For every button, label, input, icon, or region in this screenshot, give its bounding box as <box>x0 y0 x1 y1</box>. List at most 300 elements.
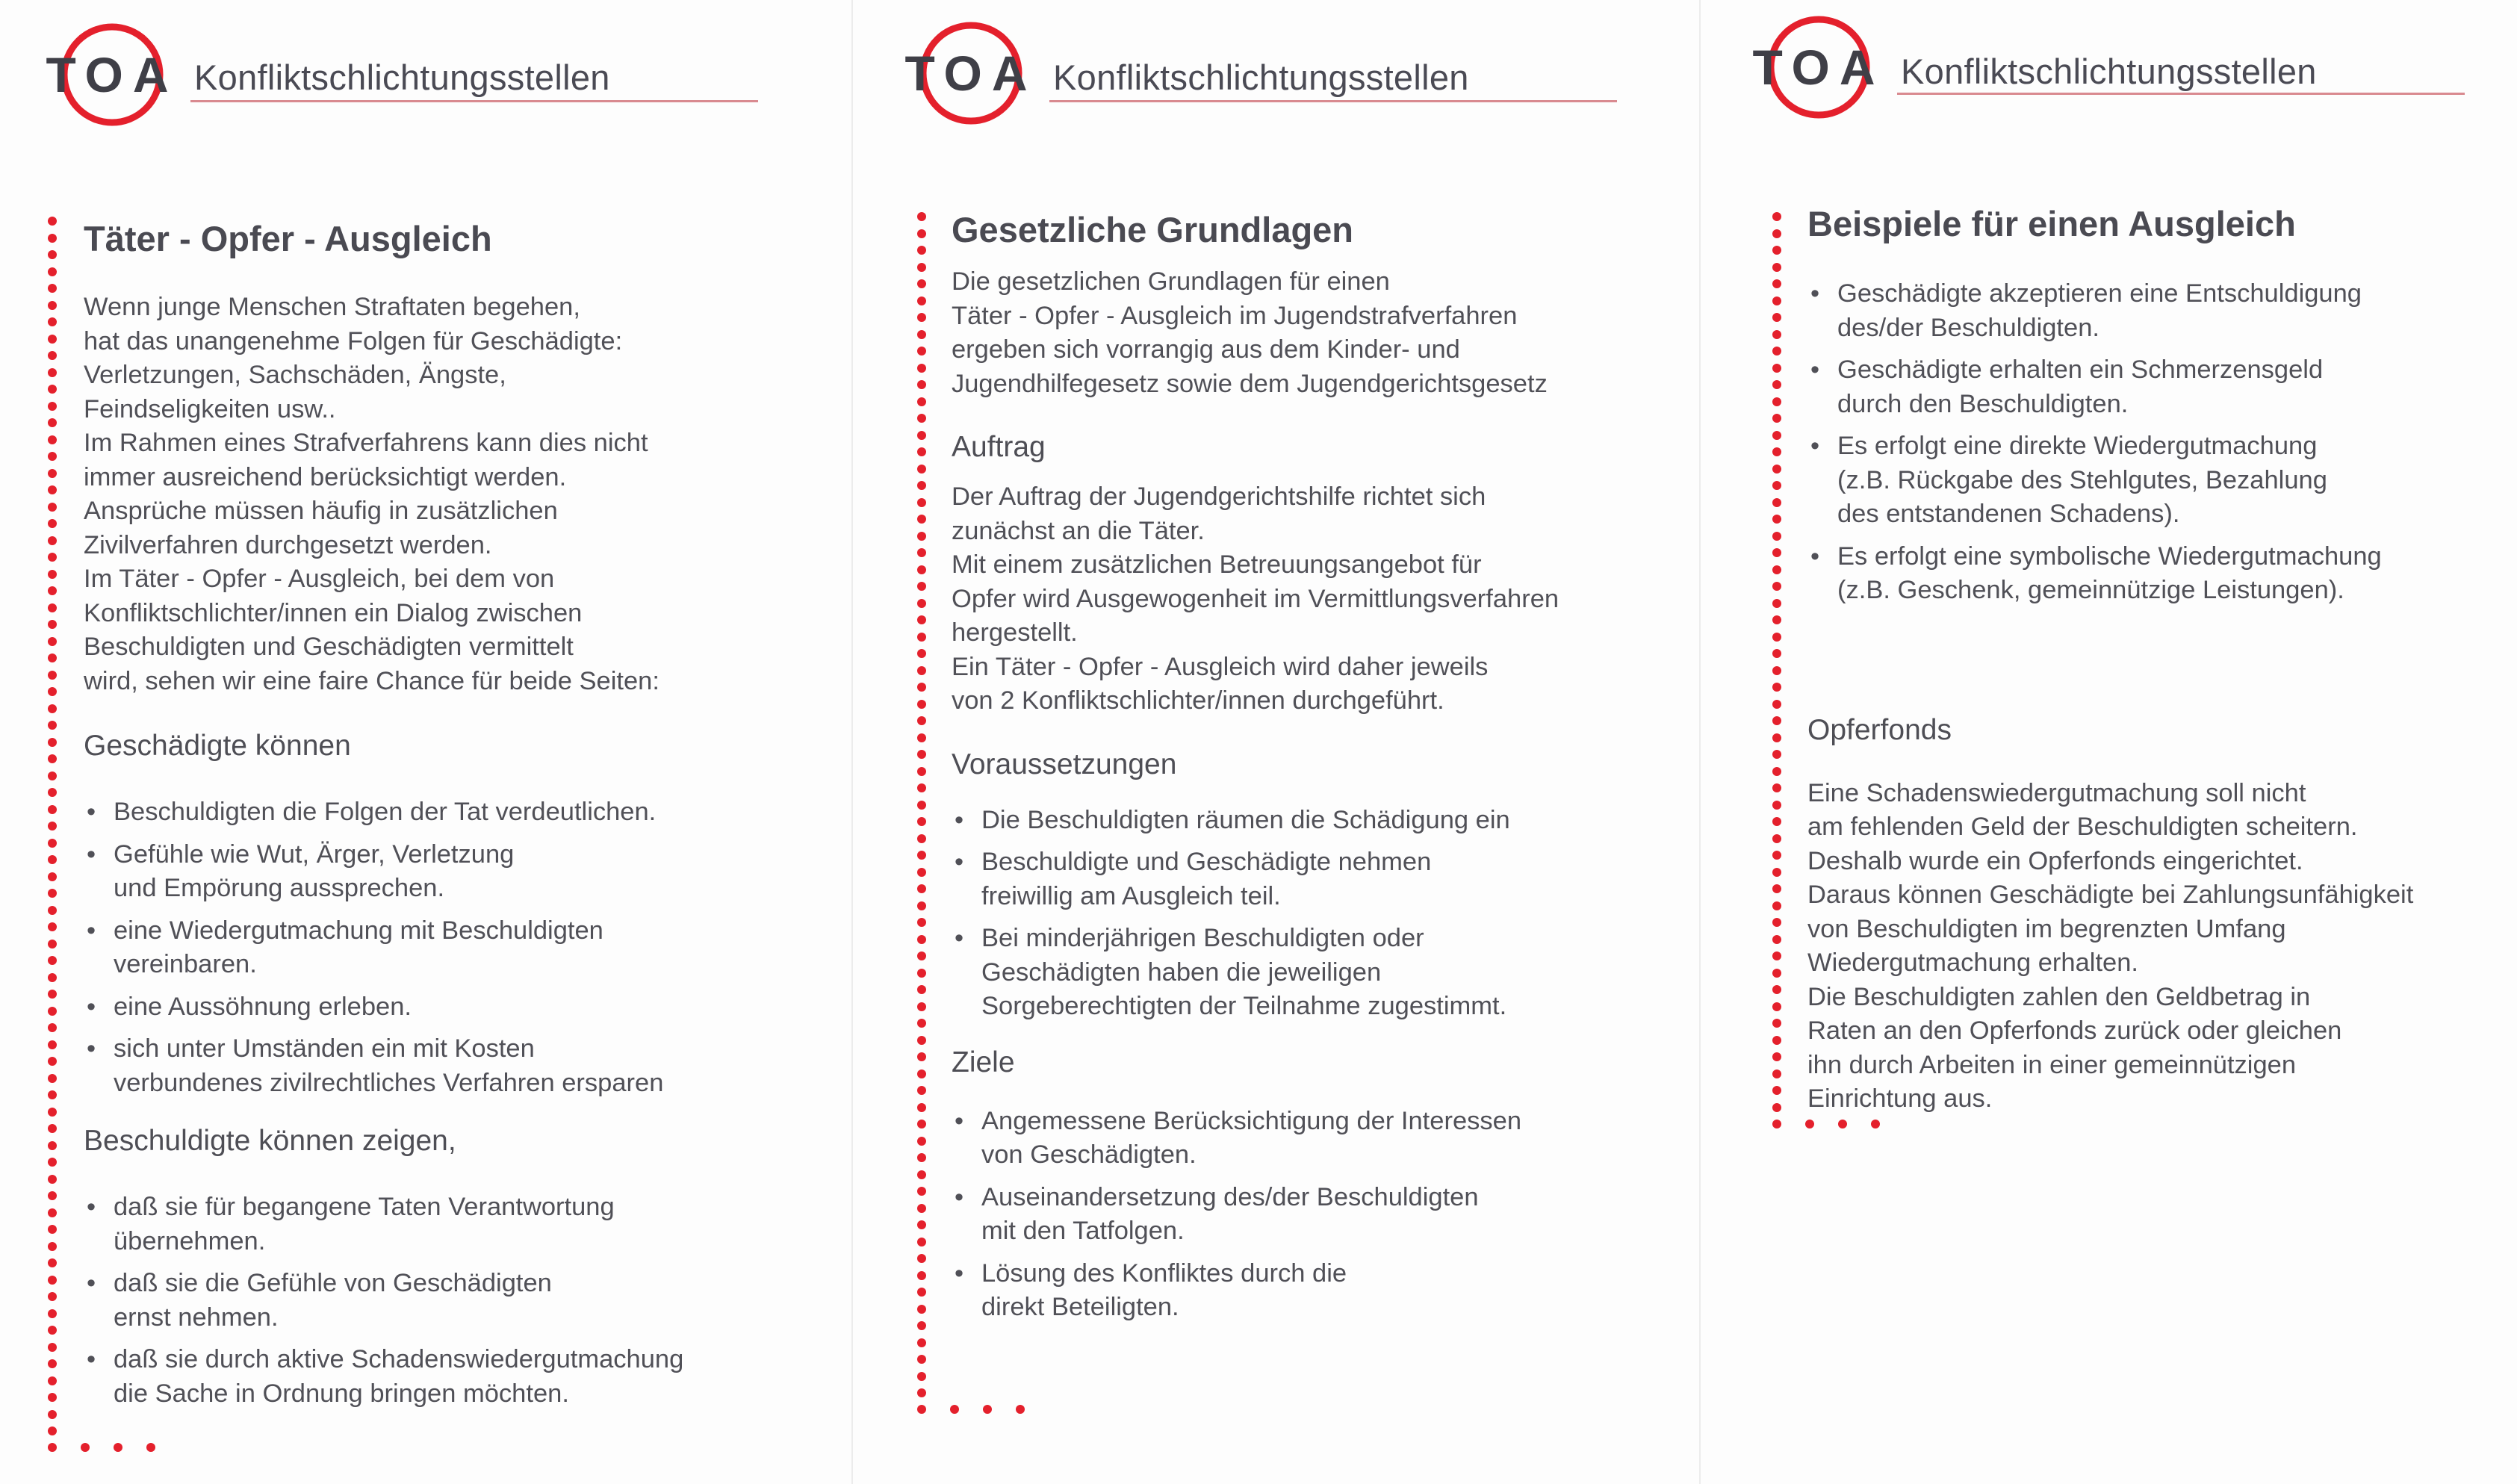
voraussetzungen-heading: Voraussetzungen <box>952 748 1177 780</box>
border-dot <box>1772 884 1781 893</box>
border-dot <box>48 553 57 562</box>
border-dot <box>48 351 57 360</box>
border-dot <box>48 973 57 982</box>
border-dot <box>1772 498 1781 507</box>
list-item <box>952 1257 1683 1325</box>
border-dot <box>917 700 926 709</box>
list-item <box>952 845 1683 913</box>
header-rule <box>1049 100 1617 102</box>
border-dot <box>48 385 57 394</box>
examples-list <box>1807 277 2510 608</box>
text-line: Konfliktschlichter/innen ein Dialog zwischen <box>84 598 583 627</box>
text-line: Im Rahmen eines Strafverfahrens kann dies nicht <box>84 429 648 457</box>
panel-taeter-opfer-ausgleich <box>0 0 837 1484</box>
text-line: Mit einem zusätzlichen Betreuungsangebot für <box>952 550 1482 579</box>
border-dot <box>48 1343 57 1352</box>
border-dot <box>917 1388 926 1397</box>
border-dot <box>917 313 926 322</box>
border-dot <box>917 279 926 288</box>
border-dot <box>917 969 926 978</box>
border-dot <box>48 267 57 276</box>
list-item-line: • Geschädigte akzeptieren eine Entschuldigung <box>1837 279 2362 308</box>
border-dot <box>1772 951 1781 960</box>
border-dot <box>917 1271 926 1280</box>
border-dot <box>917 750 926 759</box>
border-dot <box>48 772 57 780</box>
list-item-line: • Beschuldigten die Folgen der Tat verdeutlichen. <box>114 798 657 826</box>
border-dot <box>48 1359 57 1368</box>
border-dot <box>917 1254 926 1263</box>
border-dot <box>1772 817 1781 826</box>
border-dot <box>917 834 926 843</box>
svg-text:TOA: TOA <box>46 47 179 102</box>
border-dot <box>48 1393 57 1402</box>
border-dot <box>917 414 926 423</box>
border-dot <box>48 637 57 646</box>
border-dot <box>48 402 57 411</box>
list-item-line: • daß sie die Gefühle von Geschädigten <box>114 1269 552 1297</box>
border-dot <box>1772 481 1781 490</box>
panel-content <box>84 218 816 1419</box>
header-title: Konfliktschlichtungsstellen <box>194 58 610 97</box>
border-dot <box>917 1355 926 1364</box>
text-line: Die Beschuldigten zahlen den Geldbetrag in <box>1807 982 2311 1011</box>
border-dot <box>48 1376 57 1385</box>
border-dot <box>1772 582 1781 591</box>
border-dot <box>1772 414 1781 423</box>
text-line: hergestellt. <box>952 618 1078 647</box>
border-dot <box>48 1175 57 1184</box>
border-dot <box>48 1108 57 1117</box>
border-dot <box>917 767 926 776</box>
border-dot <box>917 1238 926 1247</box>
border-dot <box>917 1086 926 1095</box>
border-dot <box>1772 1103 1781 1112</box>
border-dot <box>48 536 57 545</box>
border-dot <box>917 465 926 474</box>
border-dot <box>48 956 57 965</box>
border-dot <box>1772 935 1781 944</box>
border-dot <box>917 481 926 490</box>
voraussetzungen-list <box>952 804 1683 1024</box>
border-dot <box>1772 212 1781 221</box>
border-dot <box>917 935 926 944</box>
panel-header <box>1748 15 2480 127</box>
text-line: Ein Täter - Opfer - Ausgleich wird daher jeweils <box>952 652 1489 681</box>
text-line: wird, sehen wir eine faire Chance für beide Seiten: <box>84 666 659 695</box>
border-dot <box>48 1007 57 1016</box>
border-dot <box>48 738 57 747</box>
border-dot <box>1772 750 1781 759</box>
border-dot <box>48 721 57 730</box>
border-dot <box>48 503 57 512</box>
list-item-line: • Beschuldigte und Geschädigte nehmen <box>981 848 1432 876</box>
border-dot <box>917 1220 926 1229</box>
text-line: ihn durch Arbeiten in einer gemeinnützigen <box>1807 1050 2297 1079</box>
intro-text <box>84 291 816 698</box>
header-title: Konfliktschlichtungsstellen <box>1901 52 2317 91</box>
list-item-line: ernst nehmen. <box>114 1303 279 1332</box>
border-dot <box>1772 1036 1781 1045</box>
border-dot <box>917 364 926 373</box>
border-dot <box>48 1023 57 1032</box>
list-item <box>1807 429 2510 532</box>
border-dot <box>917 1288 926 1297</box>
border-dot <box>917 884 926 893</box>
list-item-line: Sorgeberechtigten der Teilnahme zugestimmt. <box>981 992 1507 1020</box>
border-dot <box>48 586 57 595</box>
panel-title: Gesetzliche Grundlagen <box>952 210 1354 249</box>
border-dot <box>48 1074 57 1083</box>
border-dot <box>917 1204 926 1213</box>
border-dot <box>917 1103 926 1112</box>
border-dot <box>1772 733 1781 742</box>
border-dot <box>48 1309 57 1318</box>
border-dot <box>48 301 57 310</box>
text-line: Eine Schadenswiedergutmachung soll nicht <box>1807 778 2306 807</box>
border-dot <box>48 1158 57 1167</box>
text-line: hat das unangenehme Folgen für Geschädigte: <box>84 326 623 356</box>
border-dot <box>917 817 926 826</box>
text-line: Im Täter - Opfer - Ausgleich, bei dem von <box>84 565 555 593</box>
border-dot <box>1772 447 1781 456</box>
list-item-line: Geschädigten haben die jeweiligen <box>981 957 1382 987</box>
border-dot <box>917 431 926 440</box>
list-item <box>1807 353 2510 421</box>
border-dot <box>1772 666 1781 675</box>
border-dot <box>1772 834 1781 843</box>
border-dot <box>1838 1120 1847 1128</box>
border-dot <box>917 263 926 272</box>
border-dot <box>48 822 57 831</box>
text-line: Zivilverfahren durchgesetzt werden. <box>84 530 492 559</box>
border-dot <box>48 1326 57 1335</box>
list-item-line: • eine Wiedergutmachung mit Beschuldigten <box>114 916 603 945</box>
border-dot <box>917 666 926 675</box>
border-dot <box>917 498 926 507</box>
border-dot <box>48 687 57 696</box>
border-dot <box>1772 347 1781 356</box>
border-dot <box>48 418 57 427</box>
border-dot <box>1772 1052 1781 1061</box>
ziele-heading: Ziele <box>952 1046 1015 1078</box>
list-item <box>1807 540 2510 608</box>
border-dot <box>1772 297 1781 305</box>
border-dot <box>917 1187 926 1196</box>
border-dot <box>48 485 57 494</box>
border-dot <box>48 368 57 377</box>
border-dot <box>917 246 926 255</box>
svg-text:TOA: TOA <box>1752 40 1885 95</box>
border-dot <box>48 855 57 864</box>
list-item-line: (z.B. Geschenk, gemeinnützige Leistungen). <box>1837 576 2344 604</box>
border-dot <box>917 801 926 810</box>
border-dot <box>1772 1069 1781 1078</box>
panel-beispiele <box>1707 0 2517 1484</box>
border-dot <box>917 733 926 742</box>
list-item-line: • Angemessene Berücksichtigung der Interessen <box>981 1106 1522 1135</box>
border-dot <box>917 1069 926 1078</box>
border-dot <box>917 347 926 356</box>
border-dot <box>917 683 926 692</box>
list-item-line: • daß sie durch aktive Schadenswiedergutmachung <box>114 1345 684 1373</box>
border-dot <box>48 620 57 629</box>
border-dot <box>1772 901 1781 910</box>
text-line: Der Auftrag der Jugendgerichtshilfe richtet sich <box>952 482 1486 511</box>
border-dot <box>950 1405 959 1414</box>
auftrag-heading: Auftrag <box>952 431 1046 463</box>
border-dot <box>917 1002 926 1011</box>
text-line: Einrichtung aus. <box>1807 1084 1993 1113</box>
border-dot <box>917 548 926 557</box>
border-dot <box>1772 700 1781 709</box>
text-line: zunächst an die Täter. <box>952 516 1205 545</box>
list-item <box>84 990 816 1025</box>
list-item-line: des entstandenen Schadens). <box>1837 500 2180 528</box>
list-item <box>84 1343 816 1411</box>
list-item-line: • Auseinandersetzung des/der Beschuldigten <box>981 1182 1479 1211</box>
border-dot <box>917 783 926 792</box>
border-dot <box>48 671 57 680</box>
border-dot <box>48 1426 57 1435</box>
border-dot <box>1772 330 1781 339</box>
border-dot <box>1772 615 1781 624</box>
text-line: am fehlenden Geld der Beschuldigten scheitern. <box>1807 813 2358 841</box>
border-dot <box>48 1208 57 1217</box>
border-dot <box>917 1153 926 1162</box>
border-dot <box>917 212 926 221</box>
border-dot <box>1772 1120 1781 1128</box>
list-item <box>952 1105 1683 1173</box>
panel-title: Beispiele für einen Ausgleich <box>1807 204 2296 243</box>
list-item <box>84 1032 816 1100</box>
text-line: Feindseligkeiten usw.. <box>84 394 336 423</box>
border-dot <box>48 653 57 662</box>
list-item-line: • Es erfolgt eine symbolische Wiedergutmachung <box>1837 541 2382 571</box>
border-dot <box>917 380 926 389</box>
border-dot <box>917 868 926 877</box>
list-item-line: • Es erfolgt eine direkte Wiedergutmachung <box>1837 432 2318 460</box>
border-dot <box>1871 1120 1880 1128</box>
border-dot <box>48 435 57 444</box>
border-dot <box>48 335 57 344</box>
list-item-line: • daß sie für begangene Taten Verantwortung <box>114 1193 615 1221</box>
border-dot <box>48 469 57 478</box>
border-dot <box>1772 633 1781 642</box>
border-dot <box>917 1305 926 1314</box>
toa-logo <box>41 15 183 127</box>
text-line: ergeben sich vorrangig aus dem Kinder- und <box>952 335 1460 364</box>
border-dot <box>48 250 57 259</box>
border-dot <box>917 1170 926 1179</box>
border-dot <box>48 1276 57 1285</box>
list-item <box>84 838 816 906</box>
border-dot <box>48 603 57 612</box>
border-dot <box>48 284 57 293</box>
text-line: Ansprüche müssen häufig in zusätzlichen <box>84 497 558 525</box>
border-dot <box>917 1120 926 1128</box>
header-title: Konfliktschlichtungsstellen <box>1053 58 1469 97</box>
panel-header <box>41 15 773 127</box>
border-dot <box>1772 246 1781 255</box>
border-dot <box>48 788 57 797</box>
border-dot <box>48 217 57 226</box>
border-dot <box>48 990 57 999</box>
border-dot <box>917 1338 926 1347</box>
text-line: Beschuldigten und Geschädigten vermittelt <box>84 633 574 661</box>
border-dot <box>917 515 926 524</box>
list-item <box>1807 277 2510 345</box>
border-dot <box>917 1036 926 1045</box>
border-dot <box>1805 1120 1814 1128</box>
list-item-line: freiwillig am Ausgleich teil. <box>981 881 1281 910</box>
border-dot <box>917 582 926 591</box>
intro-text <box>952 265 1683 401</box>
border-dot <box>917 1372 926 1381</box>
text-line: Verletzungen, Sachschäden, Ängste, <box>84 361 506 389</box>
list-item-line: • Die Beschuldigten räumen die Schädigung ein <box>981 805 1510 834</box>
border-dot <box>1772 1002 1781 1011</box>
border-dot <box>917 649 926 658</box>
list-item-line: (z.B. Rückgabe des Stehlgutes, Bezahlung <box>1837 465 2327 494</box>
border-dot <box>48 1410 57 1419</box>
ziele-list <box>952 1105 1683 1325</box>
border-dot <box>48 1443 57 1452</box>
border-dot <box>917 330 926 339</box>
panel-gesetzliche-grundlagen <box>859 0 1688 1484</box>
border-dot <box>1772 683 1781 692</box>
header-rule <box>1897 93 2465 95</box>
list-item-line: • Gefühle wie Wut, Ärger, Verletzung <box>114 839 515 869</box>
list-item <box>84 795 816 830</box>
border-dot <box>917 229 926 238</box>
list-item <box>84 1190 816 1258</box>
border-dot <box>48 1057 57 1066</box>
accused-list <box>84 1190 816 1411</box>
border-dot <box>48 839 57 848</box>
list-item-line: übernehmen. <box>114 1226 266 1255</box>
list-item <box>84 1267 816 1335</box>
border-dot <box>917 918 926 927</box>
border-dot <box>1772 868 1781 877</box>
text-line: Wenn junge Menschen Straftaten begehen, <box>84 293 580 321</box>
border-dot <box>1772 548 1781 557</box>
toa-logo <box>1748 15 1890 127</box>
svg-text:TOA: TOA <box>904 46 1037 101</box>
accused-heading: Beschuldigte können zeigen, <box>84 1125 456 1157</box>
panel-header <box>900 15 1632 127</box>
border-dot <box>48 519 57 528</box>
list-item-line: von Geschädigten. <box>981 1140 1197 1169</box>
border-dot <box>48 317 57 326</box>
victims-list <box>84 795 816 1100</box>
border-dot <box>114 1443 122 1452</box>
list-item-line: mit den Tatfolgen. <box>981 1217 1185 1245</box>
border-dot <box>1772 313 1781 322</box>
list-item-line: verbundenes zivilrechtliches Verfahren ersparen <box>114 1068 664 1097</box>
border-dot <box>917 1019 926 1028</box>
border-dot <box>48 704 57 713</box>
border-dot <box>48 1090 57 1099</box>
border-dot <box>917 716 926 725</box>
border-dot <box>917 901 926 910</box>
border-dot <box>917 1052 926 1061</box>
border-dot <box>1772 767 1781 776</box>
border-dot <box>48 1258 57 1267</box>
border-dot <box>1772 783 1781 792</box>
text-line: von 2 Konfliktschlichter/innen durchgeführt. <box>952 686 1444 715</box>
border-dot <box>917 951 926 960</box>
border-dot <box>48 754 57 763</box>
list-item-line: • Lösung des Konfliktes durch die <box>981 1258 1347 1288</box>
border-dot <box>1772 1019 1781 1028</box>
border-dot <box>983 1405 992 1414</box>
text-line: Opfer wird Ausgewogenheit im Vermittlungsverfahren <box>952 584 1559 613</box>
border-dot <box>1772 532 1781 541</box>
border-dot <box>1772 716 1781 725</box>
border-dot <box>1772 431 1781 440</box>
border-dot <box>917 615 926 624</box>
border-dot <box>48 452 57 461</box>
list-item <box>952 1181 1683 1249</box>
border-dot <box>48 805 57 814</box>
list-item-line: • eine Aussöhnung erleben. <box>114 992 412 1021</box>
border-dot <box>1016 1405 1025 1414</box>
border-dot <box>917 985 926 994</box>
text-line: Deshalb wurde ein Opferfonds eingerichtet. <box>1807 846 2303 875</box>
list-item-line: vereinbaren. <box>114 950 257 978</box>
header-rule <box>190 100 758 102</box>
border-dot <box>917 1405 926 1414</box>
border-dot <box>1772 649 1781 658</box>
text-line: Wiedergutmachung erhalten. <box>1807 949 2139 977</box>
border-dot <box>917 633 926 642</box>
list-item-line: direkt Beteiligten. <box>981 1293 1179 1321</box>
border-dot <box>48 1141 57 1150</box>
list-item-line: und Empörung aussprechen. <box>114 874 445 902</box>
border-dot <box>1772 801 1781 810</box>
border-dot <box>48 906 57 915</box>
text-line: Daraus können Geschädigte bei Zahlungsunfähigkeit <box>1807 881 2414 909</box>
opferfonds-text <box>1807 777 2510 1117</box>
list-item-line: • Geschädigte erhalten ein Schmerzensgeld <box>1837 356 2324 384</box>
panel-content <box>1807 203 2510 1117</box>
border-dot <box>917 1137 926 1146</box>
border-dot <box>917 297 926 305</box>
border-dot <box>48 889 57 898</box>
border-dot <box>1772 397 1781 406</box>
list-item <box>952 922 1683 1024</box>
border-dot <box>48 1040 57 1049</box>
border-dot <box>1772 465 1781 474</box>
auftrag-text <box>952 480 1683 718</box>
border-dot <box>917 1321 926 1330</box>
border-dot <box>48 940 57 949</box>
border-dot <box>1772 565 1781 574</box>
border-dot <box>48 570 57 579</box>
list-item <box>952 804 1683 838</box>
border-dot <box>48 234 57 243</box>
border-dot <box>1772 263 1781 272</box>
text-line: immer ausreichend berücksichtigt werden. <box>84 462 567 491</box>
text-line: Täter - Opfer - Ausgleich im Jugendstrafverfahren <box>952 301 1518 330</box>
border-dot <box>917 447 926 456</box>
panel-content <box>952 209 1683 1333</box>
border-dot <box>48 1191 57 1200</box>
panel-title: Täter - Opfer - Ausgleich <box>84 219 492 258</box>
border-dot <box>146 1443 155 1452</box>
victims-heading: Geschädigte können <box>84 730 351 762</box>
